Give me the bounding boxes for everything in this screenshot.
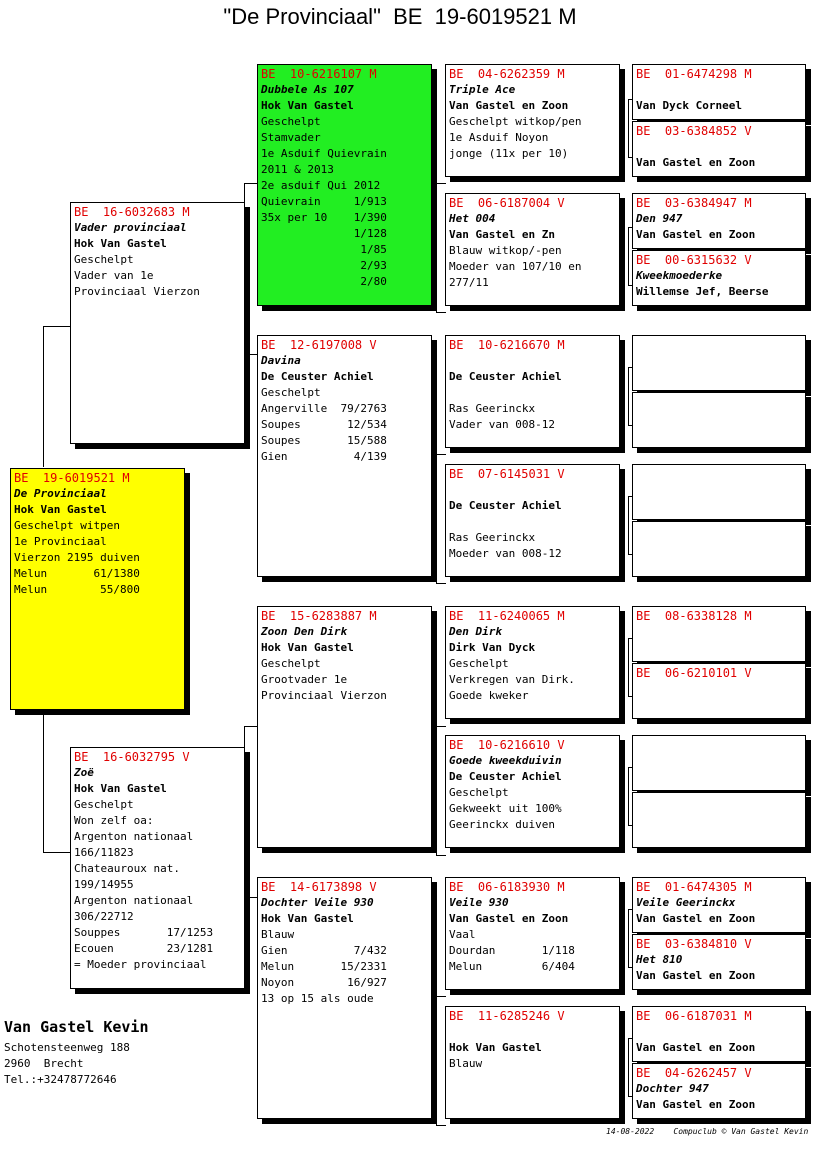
pigeon-owner: Dirk Van Dyck [449,641,536,654]
pigeon-info-line: Soupes 15/588 [261,434,387,447]
ring-number: BE 19-6019521 M [14,471,130,485]
pigeon-info-line: Moeder van 107/10 en [449,260,582,273]
pigeon-box-gen4 [445,1006,620,1119]
pigeon-info-line: Geschelpt [261,386,321,399]
pigeon-name: Het 004 [449,212,496,225]
ring-number: BE 08-6338128 M [636,609,752,623]
owner-city: 2960 Brecht [4,1057,84,1070]
pigeon-name: Vader provinciaal [74,221,187,234]
owner-block [4,1018,149,1088]
ring-number [636,337,802,353]
pigeon-box-gen5 [632,250,806,306]
pigeon-name: Davina [261,354,301,367]
pigeon-info-line: Argenton nationaal [74,894,194,907]
pigeon-info-line: 1/85 [261,243,387,256]
connector-line [43,712,71,853]
ring-number: BE 15-6283887 M [261,609,377,623]
ring-number: BE 07-6145031 V [449,467,565,481]
pigeon-info-line: Geerinckx duiven [449,818,555,831]
ring-number [636,737,802,753]
pigeon-info-line: Melun 55/800 [14,583,140,596]
pigeon-box-gen4 [445,735,620,848]
pigeon-info-line: Gien 7/432 [261,944,387,957]
pigeon-info-line: Stamvader [261,131,321,144]
pigeon-info-line [449,482,616,498]
pigeon-box-gen4 [445,64,620,177]
pigeon-info-line: = Moeder provinciaal [74,958,207,971]
pigeon-box-gen5 [632,64,806,120]
pigeon-owner: De Ceuster Achiel [261,370,374,383]
pigeon-box-gen4 [445,193,620,306]
pigeon-owner: Van Gastel en Zoon [636,1041,756,1054]
owner-name: Van Gastel Kevin [4,1018,149,1036]
pigeon-info-line: Quievrain 1/913 [261,195,387,208]
pigeon-name: Dochter 947 [636,1082,709,1095]
connector-line [43,326,71,467]
pigeon-box-gen4 [445,606,620,719]
ring-number: BE 11-6240065 M [449,609,565,623]
pigeon-info-line: Vader van 1e [74,269,154,282]
pigeon-info-line: Won zelf oa: [74,814,154,827]
pigeon-info-line: Ecouen 23/1281 [74,942,214,955]
pigeon-info-line: Geschelpt [449,786,509,799]
pigeon-info-line: 2e asduif Qui 2012 [261,179,381,192]
pigeon-box-gen5 [632,392,806,448]
ring-number [636,394,802,410]
pigeon-owner: De Ceuster Achiel [449,499,562,512]
pigeon-info-line: Geschelpt [261,115,321,128]
pigeon-info-line: Ras Geerinckx [449,402,536,415]
pigeon-info-line: Gekweekt uit 100% [449,802,562,815]
pigeon-info-line: Gien 4/139 [261,450,387,463]
owner-street: Schotensteenweg 188 [4,1041,130,1054]
pigeon-info-line: Blauw witkop/-pen [449,244,562,257]
pigeon-info-line: Grootvader 1e [261,673,348,686]
pigeon-name: Het 810 [636,953,683,966]
pigeon-owner: Van Gastel en Zoon [636,228,756,241]
ring-number: BE 16-6032795 V [74,750,190,764]
pigeon-owner: Hok Van Gastel [74,782,167,795]
pigeon-info-line: 277/11 [449,276,489,289]
ring-number: BE 03-6384810 V [636,937,752,951]
ring-number: BE 14-6173898 V [261,880,377,894]
pigeon-owner: Van Dyck Corneel [636,99,742,112]
pigeon-owner: Hok Van Gastel [261,912,354,925]
pigeon-box-dam [70,747,245,989]
ring-number: BE 12-6197008 V [261,338,377,352]
connector-line [244,183,258,355]
pigeon-info-line: Melun 6/404 [449,960,575,973]
pigeon-info-line: Melun 15/2331 [261,960,387,973]
pigeon-name: Kweekmoederke [636,269,723,282]
pigeon-info-line: 1e Asduif Noyon [449,131,549,144]
pigeon-info-line [449,353,616,369]
ring-number: BE 10-6216610 V [449,738,565,752]
pigeon-name: Triple Ace [449,83,516,96]
pigeon-name: Den Dirk [449,625,502,638]
pigeon-owner: De Ceuster Achiel [449,370,562,383]
pigeon-owner: Hok Van Gastel [449,1041,542,1054]
pigeon-info-line: 306/22712 [74,910,134,923]
pigeon-info-line: Provinciaal Vierzon [261,689,387,702]
ring-number [636,523,802,539]
pigeon-info-line: Geschelpt [74,798,134,811]
pigeon-name: Veile 930 [449,896,509,909]
pigeon-name: Goede kweekduivin [449,754,562,767]
pigeon-box-granddam-maternal [257,877,432,1119]
pigeon-name: Zoë [74,766,94,779]
pigeon-owner: Hok Van Gastel [261,99,354,112]
pigeon-info-line [636,1024,802,1040]
pigeon-info-line: Geschelpt [449,657,509,670]
pigeon-owner: Van Gastel en Zoon [636,912,756,925]
pigeon-info-line: Verkregen van Dirk. [449,673,575,686]
pigeon-box-gen5 [632,464,806,520]
owner-phone: Tel.:+32478772646 [4,1073,117,1086]
pigeon-info-line: 2/80 [261,275,387,288]
page-title: "De Provinciaal" BE 19-6019521 M [223,4,577,29]
ring-number: BE 01-6474305 M [636,880,752,894]
pigeon-info-line: 1e Provinciaal [14,535,107,548]
pigeon-info-line: Geschelpt witkop/pen [449,115,582,128]
pigeon-info-line: Vader van 008-12 [449,418,555,431]
pigeon-name: De Provinciaal [14,487,107,500]
ring-number [636,794,802,810]
pigeon-owner: Hok Van Gastel [14,503,107,516]
pigeon-name: Veile Geerinckx [636,896,736,909]
pigeon-info-line: Ras Geerinckx [449,531,536,544]
pigeon-info-line: 1e Asduif Quievrain [261,147,387,160]
pigeon-box-gen5 [632,121,806,177]
pigeon-owner: Van Gastel en Zoon [449,912,569,925]
pigeon-owner: De Ceuster Achiel [449,770,562,783]
pigeon-box-grandsire-paternal [257,64,432,306]
pigeon-info-line [449,514,616,530]
pigeon-info-line: 166/11823 [74,846,134,859]
pigeon-info-line: Vaal [449,928,476,941]
pigeon-info-line [636,82,802,98]
pigeon-box-gen5 [632,193,806,249]
pigeon-box-gen5 [632,735,806,791]
pigeon-box-gen5 [632,1006,806,1062]
pigeon-info-line [449,385,616,401]
pigeon-box-gen5 [632,606,806,662]
pigeon-info-line: Goede kweker [449,689,529,702]
ring-number: BE 01-6474298 M [636,67,752,81]
pigeon-info-line: Angerville 79/2763 [261,402,387,415]
pigeon-info-line: 13 op 15 als oude [261,992,374,1005]
pigeon-owner: Hok Van Gastel [261,641,354,654]
pigeon-box-gen5 [632,792,806,848]
pigeon-owner: Van Gastel en Zoon [636,156,756,169]
pigeon-owner: Van Gastel en Zoon [636,1098,756,1111]
pigeon-name: Zoon Den Dirk [261,625,348,638]
pigeon-box-gen5 [632,934,806,990]
pigeon-box-gen5 [632,335,806,391]
connector-line [244,726,258,898]
ring-number: BE 00-6315632 V [636,253,752,267]
pigeon-box-gen5 [632,521,806,577]
pigeon-info-line: Geschelpt [261,657,321,670]
pigeon-info-line: Vierzon 2195 duiven [14,551,140,564]
pigeon-info-line: 2011 & 2013 [261,163,334,176]
pigeon-info-line: Souppes 17/1253 [74,926,214,939]
pigeon-info-line: jonge (11x per 10) [449,147,569,160]
pigeon-owner: Van Gastel en Zoon [449,99,569,112]
pigeon-info-line: Argenton nationaal [74,830,194,843]
pigeon-box-gen4 [445,877,620,990]
pigeon-info-line: Blauw [261,928,295,941]
ring-number: BE 10-6216107 M [261,67,377,81]
pigeon-owner: Hok Van Gastel [74,237,167,250]
ring-number [636,466,802,482]
footer-credit: 14-08-2022 Compuclub © Van Gastel Kevin [606,1127,809,1136]
ring-number: BE 06-6183930 M [449,880,565,894]
ring-number: BE 10-6216670 M [449,338,565,352]
pigeon-info-line [636,139,802,155]
pigeon-info-line: Chateauroux nat. [74,862,180,875]
pigeon-name: Den 947 [636,212,683,225]
pigeon-owner: Van Gastel en Zoon [636,969,756,982]
ring-number: BE 03-6384947 M [636,196,752,210]
pigeon-info-line: 2/93 [261,259,387,272]
pigeon-info-line: Moeder van 008-12 [449,547,562,560]
ring-number: BE 11-6285246 V [449,1009,565,1023]
ring-number: BE 06-6210101 V [636,666,752,680]
pigeon-name: Dubbele As 107 [261,83,354,96]
ring-number: BE 16-6032683 M [74,205,190,219]
pigeon-info-line: Blauw [449,1057,483,1070]
pigeon-box-gen5 [632,877,806,933]
pigeon-box-gen4 [445,464,620,577]
pigeon-owner: Willemse Jef, Beerse [636,285,769,298]
pigeon-info-line: Melun 61/1380 [14,567,140,580]
pigeon-info-line: Geschelpt [74,253,134,266]
pigeon-info-line: Provinciaal Vierzon [74,285,200,298]
pigeon-box-subject [10,468,185,710]
ring-number: BE 06-6187004 V [449,196,565,210]
pigeon-name: Dochter Veile 930 [261,896,374,909]
ring-number: BE 06-6187031 M [636,1009,752,1023]
pigeon-info-line: 1/128 [261,227,387,240]
pigeon-info-line: Dourdan 1/118 [449,944,575,957]
pigeon-box-gen5 [632,663,806,719]
ring-number: BE 04-6262359 M [449,67,565,81]
ring-number: BE 03-6384852 V [636,124,752,138]
pigeon-box-sire [70,202,245,444]
pigeon-box-gen4 [445,335,620,448]
pigeon-box-granddam-paternal [257,335,432,577]
pigeon-info-line: Noyon 16/927 [261,976,387,989]
pigeon-info-line: Geschelpt witpen [14,519,120,532]
pigeon-box-grandsire-maternal [257,606,432,848]
pigeon-info-line: 199/14955 [74,878,134,891]
pigeon-box-gen5 [632,1063,806,1119]
pigeon-info-line: Soupes 12/534 [261,418,387,431]
pigeon-owner: Van Gastel en Zn [449,228,555,241]
ring-number: BE 04-6262457 V [636,1066,752,1080]
pigeon-info-line [449,1024,616,1040]
pigeon-info-line: 35x per 10 1/390 [261,211,387,224]
